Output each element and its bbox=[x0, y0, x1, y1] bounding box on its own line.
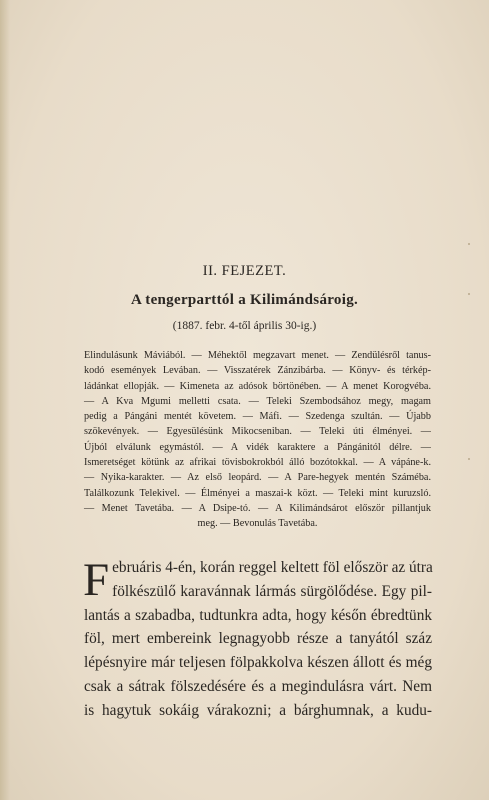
chapter-title: A tengerparttól a Kilimándsároig. bbox=[130, 292, 359, 308]
summary-line: Ismeretséget kötünk az afrikai tövisbokrokból álló bozótokkal. — A vápáne-k. bbox=[84, 457, 431, 469]
body-line: csak a sátrak fölszedésére és a megindulásra várt. Nem bbox=[84, 677, 432, 695]
body-line: ebruáris 4-én, korán reggel keltett föl először az útra bbox=[112, 559, 433, 576]
summary-line: Újból elválunk egymástól. — A vidék karaktere a Pángánitól délre. — bbox=[84, 441, 431, 453]
page-spine-shadow bbox=[0, 0, 10, 800]
summary-line: pedig a Pángáni mentét követem. — Máfi. — Szedenga szultán. — Újabb bbox=[84, 411, 431, 423]
summary-line: ládánkat ellopják. — Kimenetа az adósok börtönében. — A menet Korogvéba. bbox=[84, 380, 431, 392]
body-line: fölkészülő karavánnak lármás sürgölődése. Egy pil- bbox=[112, 582, 432, 600]
paragraph-opening bbox=[84, 556, 432, 604]
summary-line: Találkozunk Telekivel. — Élményei a maszai-k közt. — Teleki mint kuruzsló. bbox=[84, 487, 431, 499]
summary-line: — Menet Tavetába. — A Dsipe-tó. — A Kilimándsárot először pillantjuk bbox=[84, 502, 431, 514]
chapter-number: II. FEJEZET. bbox=[202, 263, 287, 279]
body-line: lantás a szabadba, tudtunkra adta, hogy későn ébredtünk bbox=[84, 606, 432, 624]
paper-speck bbox=[468, 243, 470, 245]
summary-line: — Nyika-karakter. — Az első leopárd. — A Pare-hegyek mentén Száméba. bbox=[84, 472, 431, 484]
summary-line: Elindulásunk Máviából. — Méhektől megzavart menet. — Zendülésről tanus- bbox=[84, 350, 431, 361]
drop-cap: F bbox=[83, 554, 110, 606]
summary-line: szökevények. — Egyesülésünk Mikocseniban. — Teleki úti élményei. — bbox=[84, 426, 431, 438]
body-line: is hagytuk sokáig várakozni; a bárghumnak, a kudu- bbox=[84, 701, 432, 719]
chapter-summary bbox=[84, 348, 431, 532]
paper-speck bbox=[468, 458, 470, 460]
paper-speck bbox=[468, 293, 470, 295]
body-line: lépésnyire már teljesen fölpakkolva készen állott és még bbox=[84, 654, 432, 672]
body-line: föl, mert embereink legnagyobb része a tanyától száz bbox=[84, 630, 432, 648]
summary-line: meg. — Bevonulás Tavetába. bbox=[197, 518, 318, 530]
summary-line: — A Kva Mgumi melletti csata. — Teleki Szembodsához megy, magam bbox=[84, 395, 431, 407]
chapter-dates: (1887. febr. 4-től április 30-ig.) bbox=[172, 320, 317, 332]
summary-line: kodó események Levában. — Visszatérek Zánzibárba. — Könyv- és térkép- bbox=[84, 365, 431, 377]
body-paragraph bbox=[84, 556, 432, 723]
